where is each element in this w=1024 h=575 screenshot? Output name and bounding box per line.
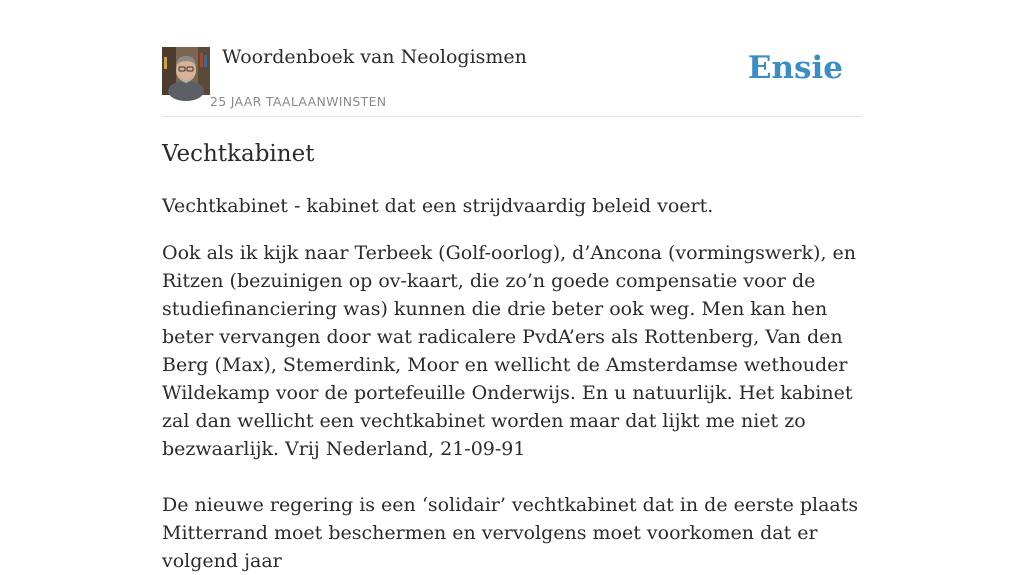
entry-title: Vechtkabinet — [162, 141, 315, 167]
entry-content — [162, 138, 862, 575]
entry-definition: Vechtkabinet - kabinet dat een strijdvaardig beleid voert. — [162, 195, 714, 217]
ensie-logo-link[interactable]: Ensie — [747, 50, 843, 86]
author-avatar[interactable] — [162, 47, 210, 95]
site-title-link[interactable]: Woordenboek van Neologismen — [222, 46, 527, 68]
entry-quote: De nieuwe regering is een ‘solidair’ vechtkabinet dat in de eerste plaats Mitterrand moet beschermen en vervolgens moet voorkomen dat er volgend jaar — [162, 494, 859, 572]
header — [162, 0, 862, 117]
page — [162, 0, 862, 572]
site-tagline: 25 JAAR TAALAANWINSTEN — [210, 94, 387, 109]
avatar-portrait-icon — [162, 47, 210, 95]
entry-quote: Ook als ik kijk naar Terbeek (Golf-oorlog), d’Ancona (vormingswerk), en Ritzen (bezuinigen op ov-kaart, die zo’n goede compensatie voor de studiefinanciering was) kunnen die drie beter ook weg. Men kan hen beter vervangen door wat radicalere PvdA’ers als Rottenberg, Van den Berg (Max), Stemerdink, Moor en wellicht de Amsterdamse wethouder Wildekamp voor de portefeuille Onderwijs. En u natuurlijk. Het kabinet zal dan wellicht een vechtkabinet worden maar dat lijkt me niet zo bezwaarlijk. Vrij Nederland, 21-09-91 — [162, 242, 857, 460]
